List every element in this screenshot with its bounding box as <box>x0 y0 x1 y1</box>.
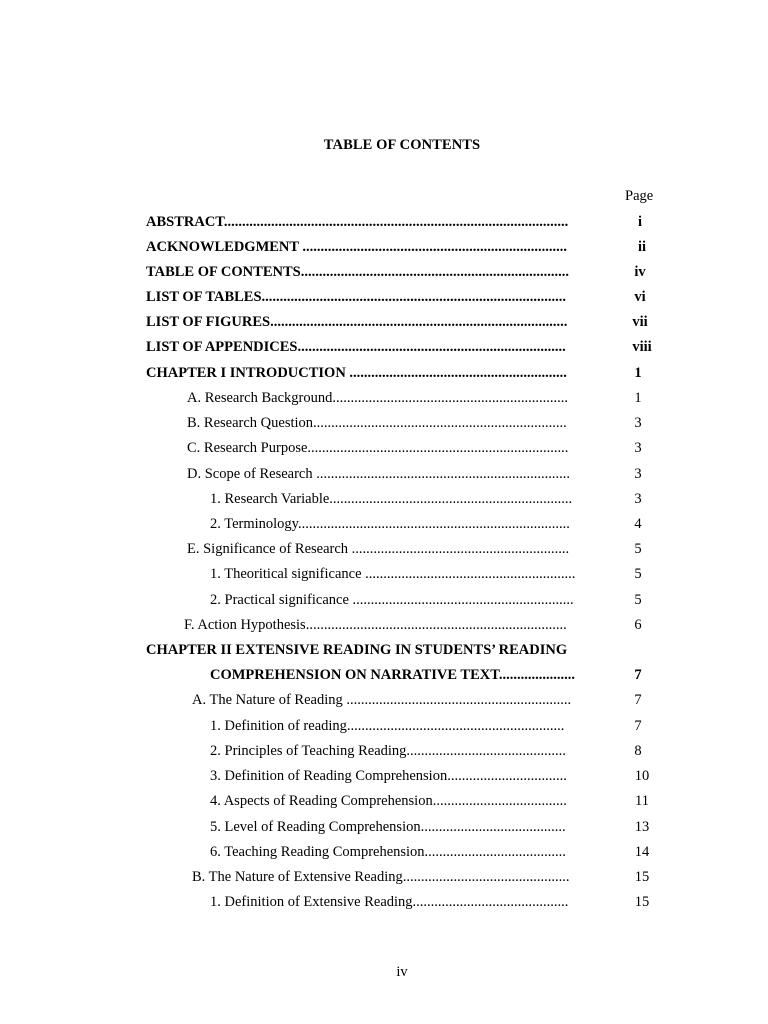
page-title: TABLE OF CONTENTS <box>323 137 481 153</box>
page-number-footer: iv <box>396 964 408 980</box>
page-column-header: Page <box>625 188 654 204</box>
